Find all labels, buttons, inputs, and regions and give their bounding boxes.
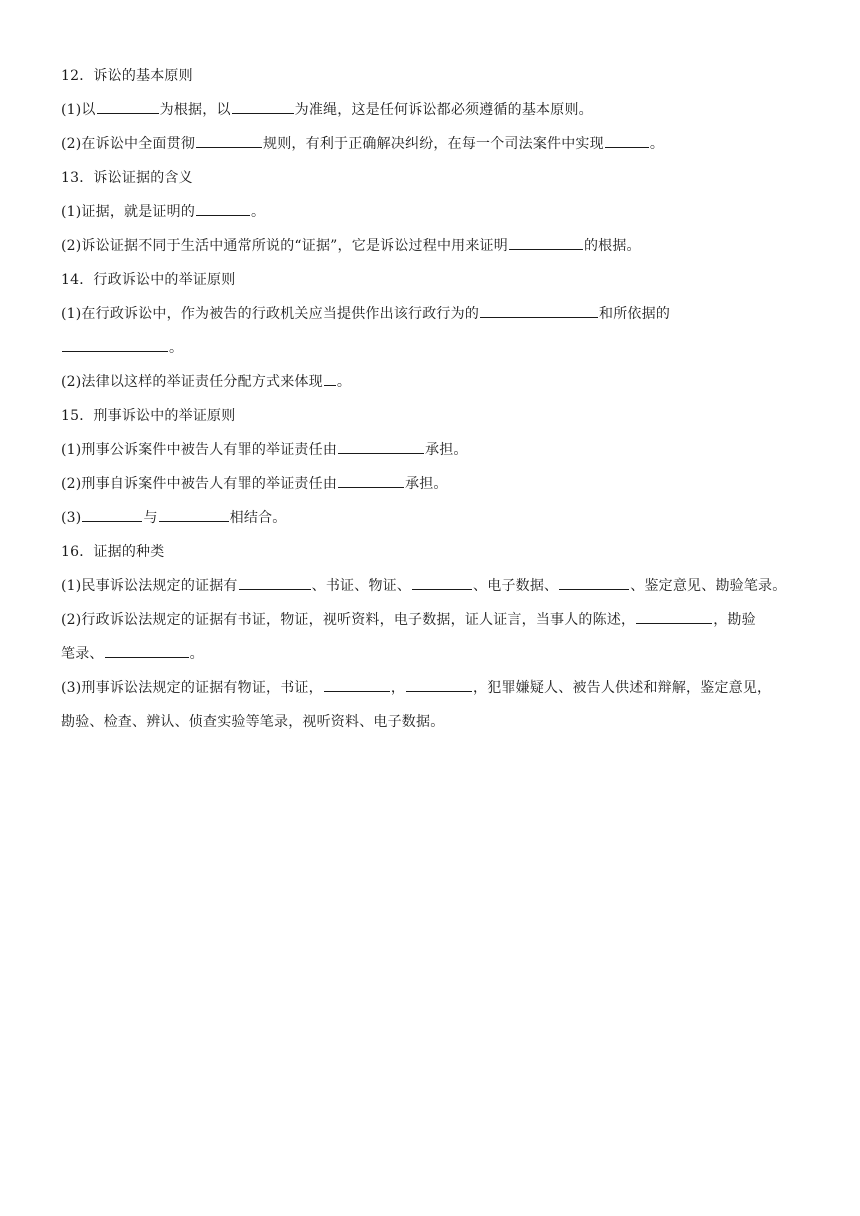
fill-in-blank <box>105 642 189 658</box>
text-segment: 。 <box>336 374 352 390</box>
section-heading <box>61 64 811 98</box>
fill-in-blank <box>480 302 598 318</box>
question-line <box>61 608 811 642</box>
text-segment: 13．诉讼证据的含义 <box>61 170 193 186</box>
section-heading <box>61 404 811 438</box>
text-segment: ， <box>390 680 406 696</box>
text-segment: (3)刑事诉讼法规定的证据有物证，书证， <box>61 680 323 696</box>
text-segment: 14．行政诉讼中的举证原则 <box>61 272 236 288</box>
text-segment: 、鉴定意见、勘验笔录。 <box>630 578 787 594</box>
document-page <box>61 64 811 744</box>
text-segment: 与 <box>143 510 158 526</box>
question-line <box>61 710 811 744</box>
question-line <box>61 98 811 132</box>
question-line <box>61 132 811 166</box>
text-segment: 和所依据的 <box>599 306 671 322</box>
fill-in-blank <box>159 506 229 522</box>
text-segment: 12．诉讼的基本原则 <box>61 68 193 84</box>
text-segment: 。 <box>649 136 665 152</box>
text-segment: ，勘验 <box>713 612 756 628</box>
fill-in-blank <box>232 98 294 114</box>
text-segment: (1)民事诉讼法规定的证据有 <box>61 578 238 594</box>
text-segment: (2)诉讼证据不同于生活中通常所说的“证据”，它是诉讼过程中用来证明 <box>61 238 508 254</box>
fill-in-blank <box>324 370 336 386</box>
fill-in-blank <box>406 676 472 692</box>
question-line <box>61 472 811 506</box>
fill-in-blank <box>605 132 649 148</box>
text-segment: 、书证、物证、 <box>311 578 412 594</box>
text-segment: 、电子数据、 <box>473 578 559 594</box>
text-segment: 承担。 <box>405 476 448 492</box>
text-segment: 16．证据的种类 <box>61 544 165 560</box>
section-heading <box>61 268 811 302</box>
question-line <box>61 302 811 336</box>
text-segment: ，犯罪嫌疑人、被告人供述和辩解，鉴定意见， <box>473 680 772 696</box>
fill-in-blank <box>196 132 262 148</box>
fill-in-blank <box>338 472 404 488</box>
fill-in-blank <box>559 574 629 590</box>
question-line <box>61 438 811 472</box>
question-line <box>61 642 811 676</box>
question-line <box>61 234 811 268</box>
text-segment: 的根据。 <box>583 238 641 254</box>
text-segment: 相结合。 <box>229 510 287 526</box>
fill-in-blank <box>338 438 424 454</box>
text-segment: (1)证据，就是证明的 <box>61 204 196 220</box>
text-segment: (1)在行政诉讼中，作为被告的行政机关应当提供作出该行政行为的 <box>61 306 480 322</box>
text-segment: 为根据，以 <box>159 102 231 118</box>
text-segment: 。 <box>169 340 184 356</box>
text-segment: (1)以 <box>61 102 96 118</box>
text-segment: 笔录、 <box>61 646 104 662</box>
fill-in-blank <box>196 200 250 216</box>
question-line <box>61 336 811 370</box>
text-segment: 15．刑事诉讼中的举证原则 <box>61 408 236 424</box>
text-segment: (2)行政诉讼法规定的证据有书证，物证，视听资料，电子数据，证人证言，当事人的陈述， <box>61 612 636 628</box>
text-segment: (1)刑事公诉案件中被告人有罪的举证责任由 <box>61 442 338 458</box>
section-heading <box>61 540 811 574</box>
question-line <box>61 676 811 710</box>
text-segment: (2)刑事自诉案件中被告人有罪的举证责任由 <box>61 476 338 492</box>
fill-in-blank <box>82 506 142 522</box>
fill-in-blank <box>62 336 168 352</box>
fill-in-blank <box>636 608 712 624</box>
text-segment: (3) <box>61 510 82 526</box>
text-segment: 勘验、检查、辨认、侦查实验等笔录，视听资料、电子数据。 <box>61 714 445 730</box>
text-segment: 。 <box>189 646 204 662</box>
text-segment: 承担。 <box>425 442 468 458</box>
question-line <box>61 506 811 540</box>
text-segment: 为准绳，这是任何诉讼都必须遵循的基本原则。 <box>294 102 593 118</box>
fill-in-blank <box>97 98 159 114</box>
section-heading <box>61 166 811 200</box>
text-segment: (2)在诉讼中全面贯彻 <box>61 136 196 152</box>
text-segment: 。 <box>251 204 266 220</box>
fill-in-blank <box>412 574 472 590</box>
question-line <box>61 574 811 608</box>
fill-in-blank <box>239 574 311 590</box>
fill-in-blank <box>324 676 390 692</box>
fill-in-blank <box>509 234 583 250</box>
text-segment: 规则，有利于正确解决纠纷，在每一个司法案件中实现 <box>263 136 604 152</box>
question-line <box>61 200 811 234</box>
question-line <box>61 370 811 404</box>
text-segment: (2)法律以这样的举证责任分配方式来体现 <box>61 374 323 390</box>
